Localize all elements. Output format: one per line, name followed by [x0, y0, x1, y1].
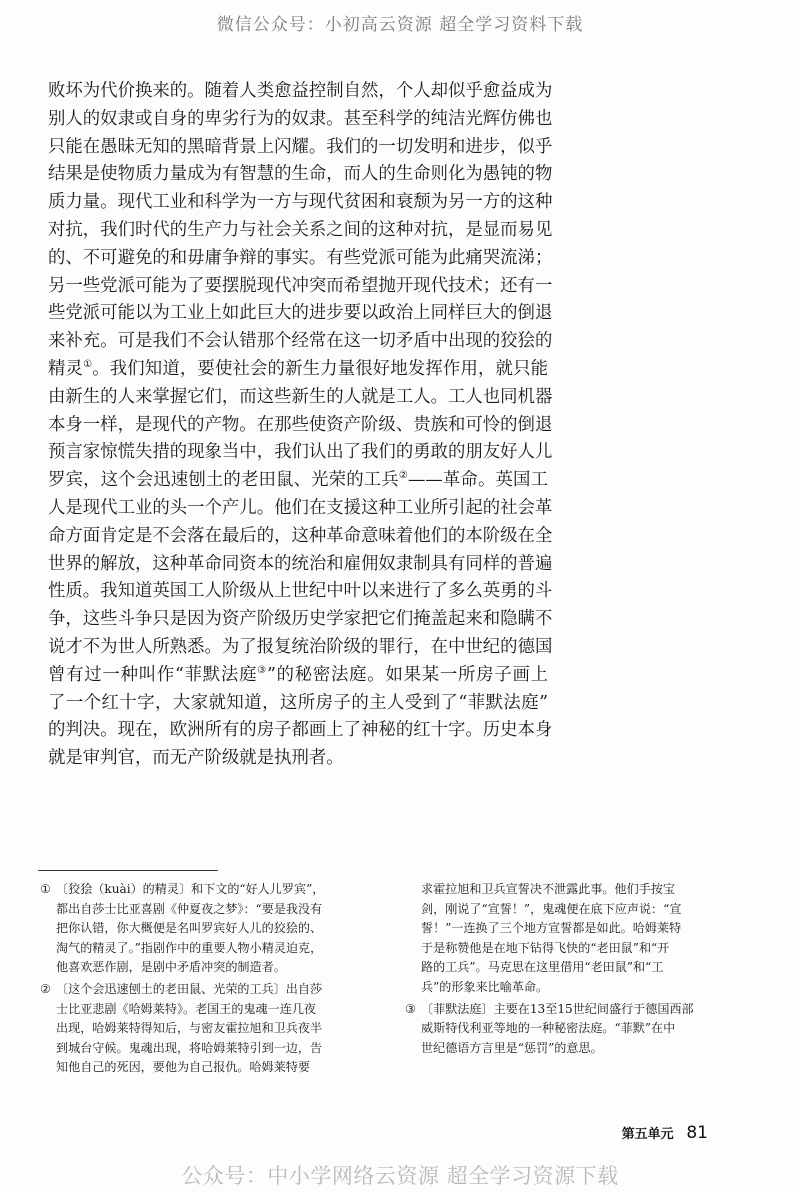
- text-segment: 。我们知道，要使社会的新生力量很好地发挥作用，就只能: [92, 358, 548, 379]
- footnote-3: [405, 1000, 705, 1059]
- text-line: 本身一样，是现代的产物。在那些使资产阶级、贵族和可怜的倒退: [48, 414, 553, 435]
- footnote-line: 于是称赞他是在地下钻得飞快的“老田鼠”和“开: [421, 940, 670, 955]
- text-line: 质力量。现代工业和科学为一方与现代贫困和衰颓为另一方的这种: [48, 192, 553, 213]
- text-line: [48, 356, 548, 384]
- footnote-mark: ①: [40, 882, 51, 896]
- text-line: 结果是使物质力量成为有智慧的生命，而人的生命则化为愚钝的物: [48, 164, 553, 185]
- footnote-line: 〔狡狯（kuài）的精灵〕和下文的“好人儿罗宾”，: [56, 882, 325, 896]
- text-segment: 曾有过一种叫作“菲默法庭: [48, 664, 258, 685]
- text-segment: ——革命。英国工: [407, 470, 548, 491]
- footnote-line: 剑，刚说了“宣誓！”，鬼魂便在底下应声说：“宣: [421, 901, 682, 916]
- footnote-line: 世纪德语方言里是“惩罚”的意思。: [421, 1040, 603, 1055]
- text-line: 命方面肯定是不会落在最后的，这种革命意味着他们的本阶级在全: [48, 525, 553, 546]
- footnote-line: 路的工兵”。马克思在这里借用“老田鼠”和“工: [421, 960, 664, 975]
- footnote-line: 求霍拉旭和卫兵宣誓决不泄露此事。他们手按宝: [421, 882, 675, 896]
- footnote-2: [40, 980, 370, 1078]
- footnote-2-continuation: [405, 880, 705, 998]
- page-number: 81: [686, 1123, 708, 1143]
- text-line: 预言家惊慌失措的现象当中，我们认出了我们的勇敢的朋友好人儿: [48, 442, 553, 463]
- text-line: 只能在愚昧无知的黑暗背景上闪耀。我们的一切发明和进步，似乎: [48, 136, 553, 157]
- watermark-top: 微信公众号：小初高云资源 超全学习资料下载: [216, 15, 584, 35]
- footnotes-right-column: [405, 880, 705, 1060]
- footnote-line: 都出自莎士比亚喜剧《仲夏夜之梦》：“要是我没有: [56, 901, 323, 916]
- footnote-ref-1[interactable]: ①: [83, 359, 93, 371]
- body-text: [48, 78, 553, 773]
- text-line: 人是现代工业的头一个产儿。他们在支援这种工业所引起的社会革: [48, 497, 553, 518]
- footnote-line: 把你认错，你大概便是名叫罗宾好人儿的狡狯的、: [56, 921, 323, 936]
- text-line: 另一些党派可能为了要摆脱现代冲突而希望抛开现代技术；还有一: [48, 275, 553, 296]
- footnote-ref-2[interactable]: ②: [398, 470, 408, 482]
- footnote-line: 出现，哈姆莱特得知后，与密友霍拉旭和卫兵夜半: [56, 1021, 323, 1036]
- footnotes-left-column: [40, 880, 370, 1080]
- footnote-line: 誓！”一连换了三个地方宣誓都是如此。哈姆莱特: [421, 921, 682, 936]
- text-line: 些党派可能以为工业上如此巨大的进步要以政治上同样巨大的倒退: [48, 303, 553, 324]
- footnote-line: 到城台守候。鬼魂出现，将哈姆莱特引到一边，告: [56, 1040, 323, 1055]
- text-line: [48, 467, 548, 495]
- footnote-mark: ③: [405, 1001, 416, 1016]
- text-line: 世界的解放，这种革命同资本的统治和雇佣奴隶制具有同样的普遍: [48, 553, 553, 574]
- text-line: 的、不可避免的和毋庸争辩的事实。有些党派可能为此痛哭流涕；: [48, 247, 553, 268]
- footnote-ref-3[interactable]: ③: [257, 664, 267, 676]
- footnote-divider: [38, 870, 218, 871]
- footnote-1: [40, 880, 370, 978]
- watermark-bottom: 公众号：中小学网络云资源 超全学习资源下载: [181, 1164, 619, 1188]
- footnote-line: 他喜欢恶作剧，是剧中矛盾冲突的制造者。: [56, 960, 286, 975]
- text-line: 就是审判官，而无产阶级就是执刑者。: [48, 748, 344, 769]
- text-line: 了一个红十字，大家就知道，这所房子的主人受到了“菲默法庭”: [48, 692, 548, 713]
- text-line: 败坏为代价换来的。随着人类愈益控制自然，个人却似乎愈益成为: [48, 81, 553, 101]
- footnote-line: 士比亚悲剧《哈姆莱特》。老国王的鬼魂一连几夜: [56, 1001, 317, 1016]
- footnote-mark: ②: [40, 981, 51, 996]
- text-line: 别人的奴隶或自身的卑劣行为的奴隶。甚至科学的纯洁光辉仿佛也: [48, 108, 553, 129]
- footnote-line: 兵”的形象来比喻革命。: [421, 979, 549, 994]
- text-segment: 精灵: [48, 358, 84, 379]
- text-line: [48, 662, 548, 690]
- footnote-line: 〔这个会迅速刨土的老田鼠、光荣的工兵〕出自莎: [56, 981, 323, 996]
- footnote-line: 威斯特伐利亚等地的一种秘密法庭。“菲默”在中: [421, 1021, 676, 1036]
- text-line: 对抗，我们时代的生产力与社会关系之间的这种对抗，是显而易见: [48, 219, 553, 240]
- text-line: 说才不为世人所熟悉。为了报复统治阶级的罪行，在中世纪的德国: [48, 636, 553, 657]
- unit-label: 第五单元: [621, 1127, 674, 1142]
- footnote-line: 知他自己的死因，要他为自己报仇。哈姆莱特要: [56, 1060, 310, 1075]
- page-footer: [622, 1123, 708, 1143]
- footnote-line: 淘气的精灵了。”指剧作中的重要人物小精灵迫克，: [56, 940, 323, 955]
- text-line: 由新生的人来掌握它们，而这些新生的人就是工人。工人也同机器: [48, 386, 553, 407]
- text-line: 来补充。可是我们不会认错那个经常在这一切矛盾中出现的狡狯的: [48, 331, 553, 352]
- text-line: 性质。我知道英国工人阶级从上世纪中叶以来进行了多么英勇的斗: [48, 581, 553, 602]
- text-segment: 罗宾，这个会迅速刨土的老田鼠、光荣的工兵: [48, 470, 399, 491]
- text-segment: ”的秘密法庭。如果某一所房子画上: [266, 664, 548, 685]
- text-line: 争，这些斗争只是因为资产阶级历史学家把它们掩盖起来和隐瞒不: [48, 609, 553, 630]
- footnote-line: 〔菲默法庭〕主要在13至15世纪间盛行于德国西部: [421, 1001, 694, 1016]
- text-line: 的判决。现在，欧洲所有的房子都画上了神秘的红十字。历史本身: [48, 720, 553, 741]
